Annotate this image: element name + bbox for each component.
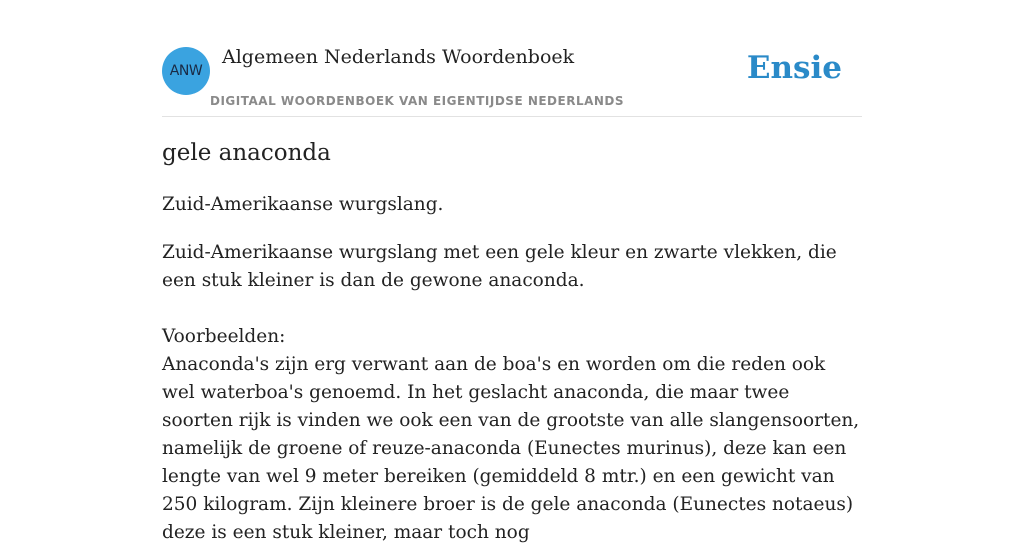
dictionary-title[interactable]: Algemeen Nederlands Woordenboek bbox=[222, 46, 575, 68]
dictionary-subtitle: DIGITAAL WOORDENBOEK VAN EIGENTIJDSE NEDERLANDS bbox=[210, 94, 625, 108]
short-definition: Zuid-Amerikaanse wurgslang. bbox=[162, 194, 444, 215]
examples-label: Voorbeelden: bbox=[162, 326, 286, 347]
page bbox=[162, 0, 862, 543]
ensie-brand-logo[interactable]: Ensie bbox=[746, 50, 842, 86]
long-definition: Zuid-Amerikaanse wurgslang met een gele kleur en zwarte vlekken, die een stuk kleiner is dan de gewone anaconda. bbox=[162, 242, 837, 291]
examples-text: Anaconda's zijn erg verwant aan de boa's en worden om die reden ook wel waterboa's genoemd. In het geslacht anaconda, die maar twee soorten rijk is vinden we ook een van de grootste van alle slangensoorten, namelijk de groene of reuze-anaconda (Eunectes murinus), deze kan een lengte van wel 9 meter bereiken (gemiddeld 8 mtr.) en een gewicht van 250 kilogram. Zijn kleinere broer is de gele anaconda (Eunectes notaeus) deze is een stuk kleiner, maar toch nog bbox=[162, 354, 860, 543]
entry-title: gele anaconda bbox=[162, 140, 331, 166]
anw-logo[interactable] bbox=[162, 47, 210, 95]
site-header bbox=[162, 0, 862, 117]
logo-text: ANW bbox=[169, 63, 203, 79]
